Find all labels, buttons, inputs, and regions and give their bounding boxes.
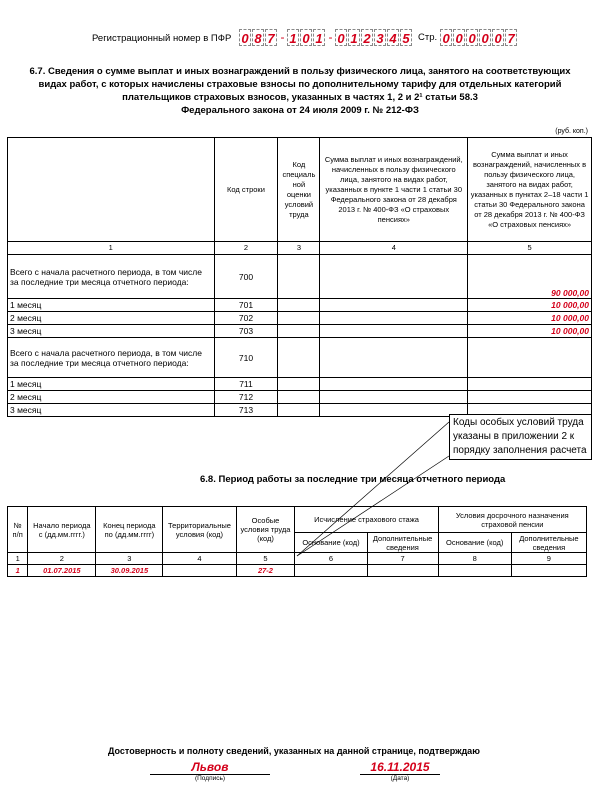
section-68-table: [7, 506, 587, 577]
row-code: 700: [214, 255, 278, 299]
cell-c5[interactable]: 10 000,00: [468, 325, 592, 338]
reg-digit[interactable]: 4: [387, 29, 399, 46]
cell-special[interactable]: 27-2: [236, 565, 295, 577]
separator: -: [280, 30, 285, 44]
page-digit[interactable]: 0: [479, 29, 491, 46]
callout-note: Коды особых условий труда указаны в приложении 2 к порядку заполнения расчета: [449, 414, 592, 460]
col-number: 8: [438, 553, 511, 565]
row-label: 1 месяц: [8, 378, 215, 391]
section-68-title: 6.8. Период работы за последние три месяца отчетного периода: [200, 474, 506, 485]
cell-c5[interactable]: 90 000,00: [468, 255, 592, 299]
col-header: Начало периода с (дд.мм.гггг.): [28, 507, 96, 553]
cell-extra2[interactable]: [511, 565, 586, 577]
reg-digit[interactable]: 3: [374, 29, 386, 46]
cell-basis1[interactable]: [295, 565, 367, 577]
title-line: видах работ, с которых начислены страховые взносы по дополнительному тарифу для отдельных категорий: [38, 79, 562, 90]
title-line: 6.7. Сведения о сумме выплат и иных вознаграждений в пользу физического лица, занятого на соответствующих: [29, 66, 571, 77]
page-label: Стр.: [418, 32, 438, 43]
row-code: 703: [214, 325, 278, 338]
cell-c5[interactable]: 10 000,00: [468, 299, 592, 312]
col-number: 3: [278, 242, 320, 255]
reg-digit[interactable]: 1: [287, 29, 299, 46]
col-header: Основание (код): [438, 533, 511, 553]
cell-territorial[interactable]: [163, 565, 236, 577]
row-label: Всего с начала расчетного периода, в том числе за последние три месяца отчетного периода:: [8, 338, 215, 378]
row-label: Всего с начала расчетного периода, в том числе за последние три месяца отчетного периода:: [8, 255, 215, 299]
cell-extra1[interactable]: [367, 565, 438, 577]
reg-digit[interactable]: 1: [348, 29, 360, 46]
cell-start[interactable]: 01.07.2015: [28, 565, 96, 577]
col-number: 1: [8, 242, 215, 255]
page-digit[interactable]: 7: [505, 29, 517, 46]
date-value[interactable]: 16.11.2015: [360, 760, 440, 775]
table-row: [8, 565, 587, 577]
reg-digit[interactable]: 1: [313, 29, 325, 46]
col-group-header: Исчисление страхового стажа: [295, 507, 438, 533]
col-header: Код специаль ной оценки условий труда: [278, 138, 320, 242]
reg-digit[interactable]: 0: [300, 29, 312, 46]
col-header: Дополнительные сведения: [367, 533, 438, 553]
title-line: плательщиков страховых взносов, указанных в частях 1, 2 и 2¹ статьи 58.3: [122, 92, 478, 103]
reg-digit[interactable]: 0: [335, 29, 347, 46]
col-header: Дополнительные сведения: [511, 533, 586, 553]
signature-caption: (Подпись): [194, 775, 226, 782]
col-number: 6: [295, 553, 367, 565]
row-code: 713: [214, 404, 278, 417]
page-digit[interactable]: 0: [453, 29, 465, 46]
row-label: 2 месяц: [8, 312, 215, 325]
reg-digit[interactable]: 0: [239, 29, 251, 46]
reg-digit[interactable]: 8: [252, 29, 264, 46]
row-label: 2 месяц: [8, 391, 215, 404]
col-header: Конец периода по (дд.мм.гггг): [96, 507, 163, 553]
cell-basis2[interactable]: [438, 565, 511, 577]
col-number: 4: [320, 242, 468, 255]
col-group-header: Условия досрочного назначения страховой пенсии: [438, 507, 586, 533]
col-header: Код строки: [214, 138, 278, 242]
col-header: № п/п: [8, 507, 28, 553]
row-code: 712: [214, 391, 278, 404]
page-digit[interactable]: 0: [440, 29, 452, 46]
col-number: 2: [214, 242, 278, 255]
cell-c5[interactable]: 10 000,00: [468, 312, 592, 325]
col-number: 1: [8, 553, 28, 565]
signature-value[interactable]: Львов: [150, 760, 270, 775]
col-header: Сумма выплат и иных вознаграждений, начисленных в пользу физического лица, занятого на видах работ, указанных в пунктах 2–18 части 1 статьи 30 Федерального закона от 28 декабря 2013 г. № 400-ФЗ «О страховых пенсиях»: [468, 138, 592, 242]
col-header: Сумма выплат и иных вознаграждений, начисленных в пользу физического лица, занятого на видах работ, указанных в пункте 1 части 1 статьи 30 Федерального закона от 28 декабря 2013 г. № 400-ФЗ «О страховых пенсиях»: [320, 138, 468, 242]
row-code: 710: [214, 338, 278, 378]
col-number: 7: [367, 553, 438, 565]
col-number: 4: [163, 553, 236, 565]
row-label: 1 месяц: [8, 299, 215, 312]
col-number: 5: [236, 553, 295, 565]
cell-end[interactable]: 30.09.2015: [96, 565, 163, 577]
col-header: Особые условия труда (код): [236, 507, 295, 553]
col-header: Территориальные условия (код): [163, 507, 236, 553]
reg-number-label: Регистрационный номер в ПФР: [92, 33, 232, 44]
cell-np[interactable]: 1: [8, 565, 28, 577]
col-number: 5: [468, 242, 592, 255]
row-label: 3 месяц: [8, 325, 215, 338]
page-digit[interactable]: 0: [466, 29, 478, 46]
row-code: 701: [214, 299, 278, 312]
page-digit[interactable]: 0: [492, 29, 504, 46]
reg-digit[interactable]: 2: [361, 29, 373, 46]
date-block: [360, 760, 440, 782]
row-code: 711: [214, 378, 278, 391]
col-number: 3: [96, 553, 163, 565]
reg-digit[interactable]: 5: [400, 29, 412, 46]
date-caption: (Дата): [390, 775, 410, 782]
signature-block: [150, 760, 270, 782]
col-number: 9: [511, 553, 586, 565]
currency-note: (руб. коп.): [555, 128, 588, 135]
title-line: Федерального закона от 24 июля 2009 г. № 212-ФЗ: [181, 105, 419, 116]
confirmation-statement: Достоверность и полноту сведений, указанных на данной странице, подтверждаю: [108, 746, 480, 756]
row-code: 702: [214, 312, 278, 325]
row-label: 3 месяц: [8, 404, 215, 417]
col-number: 2: [28, 553, 96, 565]
col-header: Основание (код): [295, 533, 367, 553]
reg-digit[interactable]: 7: [265, 29, 277, 46]
separator: -: [328, 30, 333, 44]
